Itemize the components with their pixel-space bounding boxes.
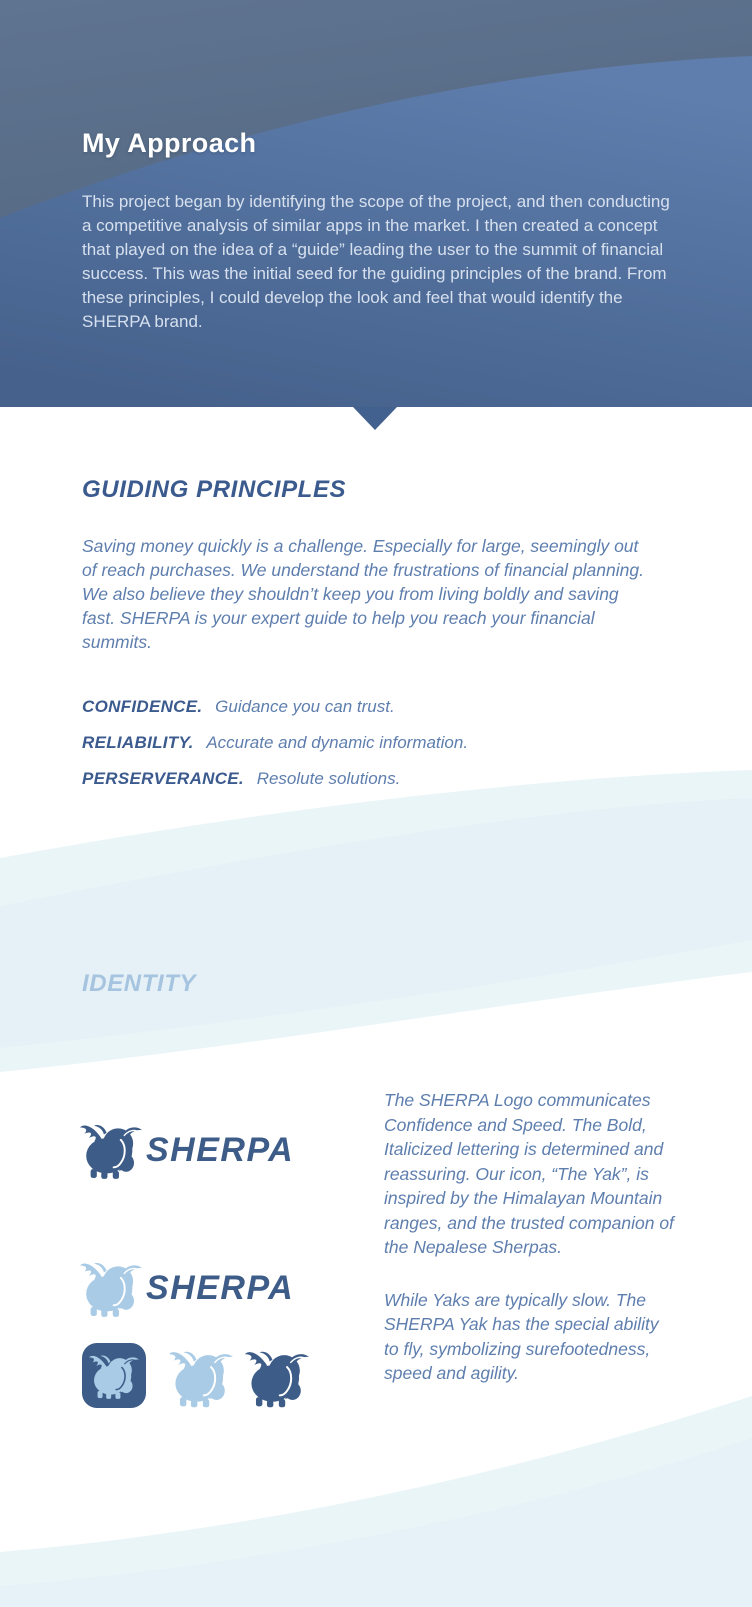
yak-icon-variations: [82, 1343, 321, 1408]
guiding-principles-description: Saving money quickly is a challenge. Especially for large, seemingly out of reach purchases. We understand the frustrations of financial planning. We also believe they shouldn’t keep you from living boldly and saving fast. SHERPA is your expert guide to help you reach your financial summits.: [82, 536, 644, 652]
principle-perserverance: [82, 768, 642, 789]
approach-description: This project began by identifying the scope of the project, and then conducting a competitive analysis of similar apps in the market. I then created a concept that played on the idea of a “guide” leading the user to the summit of financial success. This was the initial seed for the guiding principles of the brand. From these principles, I could develop the look and feel that would identify the SHERPA brand.: [82, 192, 670, 331]
page-title: My Approach: [82, 128, 257, 158]
logo-rationale-paragraph-1: The SHERPA Logo communicates Confidence and Speed. The Bold, Italicized lettering is determined and reassuring. Our icon, “The Yak”, is inspired by the Himalayan Mountain ranges, and the trusted companion of the Nepalese Sherpas.: [384, 1090, 674, 1257]
my-approach-hero-panel: [0, 0, 752, 430]
principle-text: Accurate and dynamic information.: [206, 733, 469, 752]
logo-rationale-paragraph-2: While Yaks are typically slow. The SHERPA Yak has the special ability to fly, symbolizing surefootedness, speed and agility.: [384, 1289, 659, 1383]
winged-yak-icon: [89, 1353, 139, 1399]
principle-text: Guidance you can trust.: [215, 697, 395, 716]
principle-reliability: [82, 732, 642, 753]
sherpa-wordmark: SHERPA: [146, 1269, 295, 1307]
winged-yak-icon: [80, 1260, 142, 1317]
winged-yak-icon-light: [169, 1348, 233, 1408]
winged-yak-icon-dark: [245, 1348, 309, 1408]
principle-label: RELIABILITY.: [82, 733, 194, 752]
sherpa-logo-dark: [80, 1122, 294, 1179]
principles-list: [82, 696, 642, 804]
principle-confidence: [82, 696, 642, 717]
winged-yak-app-icon: [82, 1343, 146, 1408]
sherpa-logo-light: [80, 1260, 294, 1317]
logo-rationale-text: [384, 1088, 674, 1414]
principle-text: Resolute solutions.: [256, 769, 401, 788]
winged-yak-icon: [80, 1122, 142, 1179]
principle-label: PERSERVERANCE.: [82, 769, 244, 788]
speech-bubble-tail: [353, 407, 397, 430]
guiding-principles-heading: GUIDING PRINCIPLES: [82, 476, 347, 503]
identity-heading: IDENTITY: [82, 970, 197, 997]
sherpa-wordmark: SHERPA: [146, 1131, 295, 1169]
principle-label: CONFIDENCE.: [82, 697, 203, 716]
